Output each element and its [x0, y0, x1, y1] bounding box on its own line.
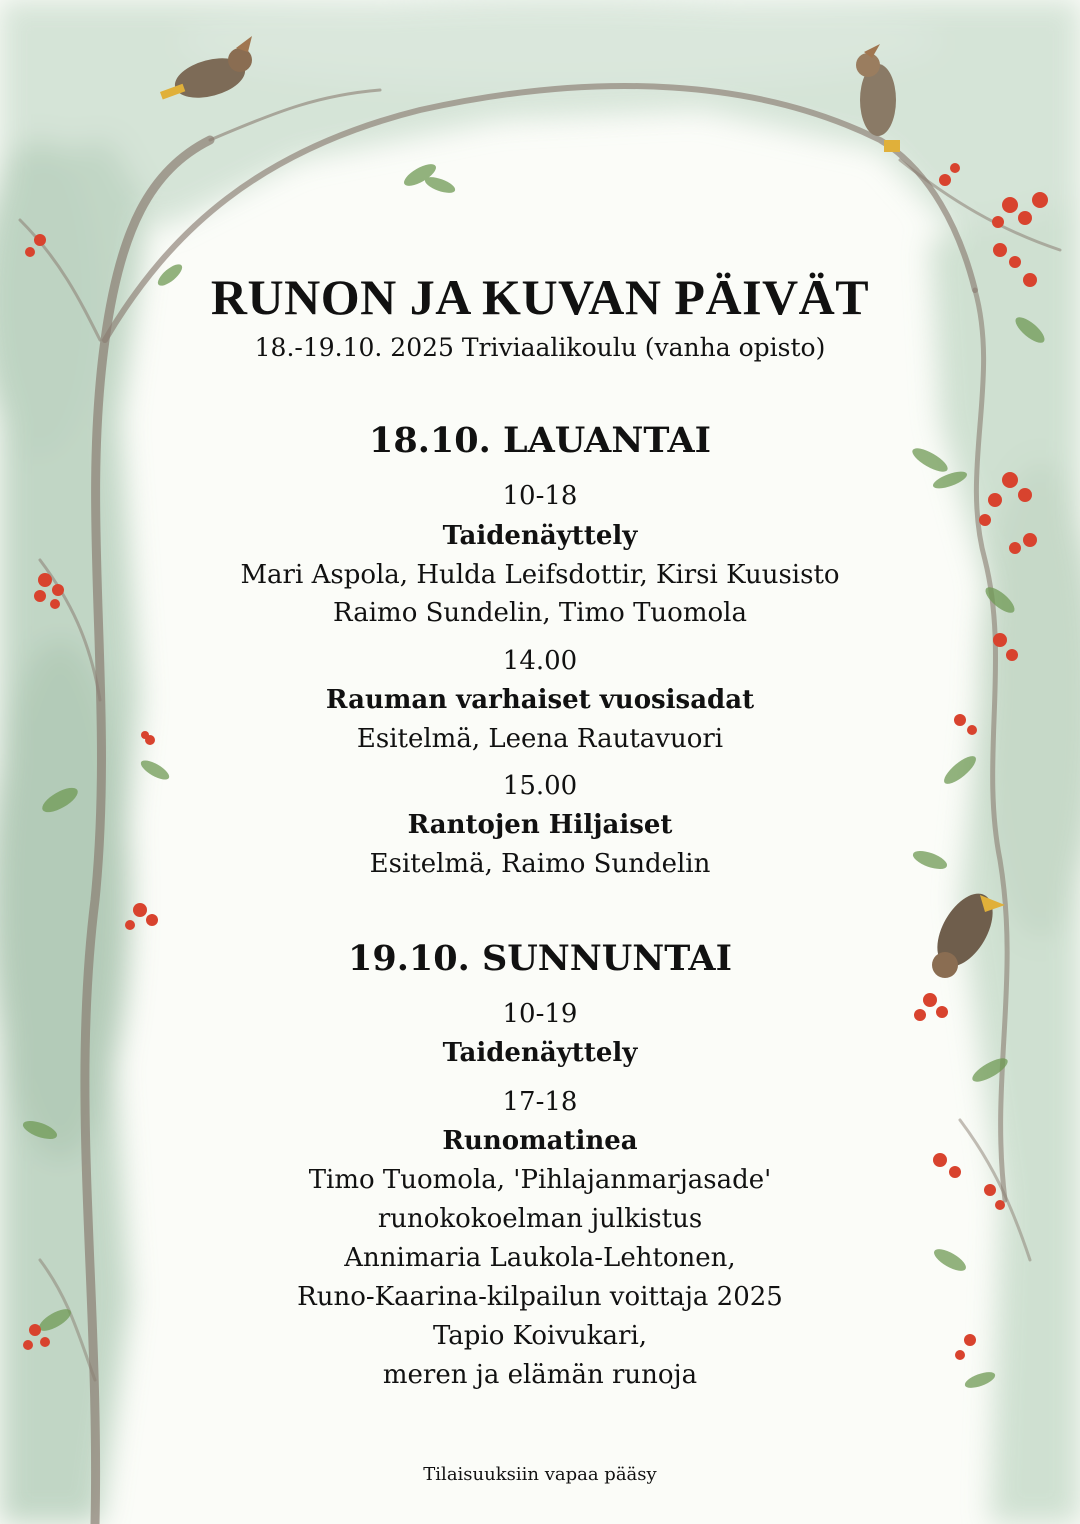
event-time: 17-18: [502, 1087, 578, 1117]
event-detail: Runo-Kaarina-kilpailun voittaja 2025: [297, 1282, 783, 1312]
event-name: Taidenäyttely: [442, 521, 638, 551]
event-detail: Annimaria Laukola-Lehtonen,: [344, 1243, 736, 1273]
event-time: 14.00: [502, 646, 578, 676]
saturday-heading: 18.10. LAUANTAI: [369, 420, 711, 461]
event-detail: Esitelmä, Raimo Sundelin: [369, 849, 711, 879]
event-detail: meren ja elämän runoja: [382, 1360, 698, 1390]
sunday-heading: 19.10. SUNNUNTAI: [348, 938, 732, 979]
event-name: Runomatinea: [442, 1126, 638, 1156]
event-time: 10-19: [502, 999, 578, 1029]
event-date-location: 18.-19.10. 2025 Triviaalikoulu (vanha opisto): [254, 333, 826, 362]
event-name: Rauman varhaiset vuosisadat: [325, 685, 755, 715]
free-entry-note: Tilaisuuksiin vapaa pääsy: [423, 1464, 657, 1485]
event-time: 10-18: [502, 481, 578, 511]
event-name: Taidenäyttely: [442, 1038, 638, 1068]
event-detail: Raimo Sundelin, Timo Tuomola: [333, 598, 747, 628]
event-name: Rantojen Hiljaiset: [407, 810, 673, 840]
event-detail: Mari Aspola, Hulda Leifsdottir, Kirsi Kuusisto: [240, 560, 840, 590]
event-detail: runokokoelman julkistus: [377, 1204, 703, 1234]
event-detail: Tapio Koivukari,: [432, 1321, 648, 1351]
event-time: 15.00: [502, 771, 578, 801]
event-title: RUNON JA KUVAN PÄIVÄT: [210, 269, 870, 325]
event-detail: Timo Tuomola, 'Pihlajanmarjasade': [308, 1165, 772, 1195]
event-detail: Esitelmä, Leena Rautavuori: [356, 724, 724, 754]
